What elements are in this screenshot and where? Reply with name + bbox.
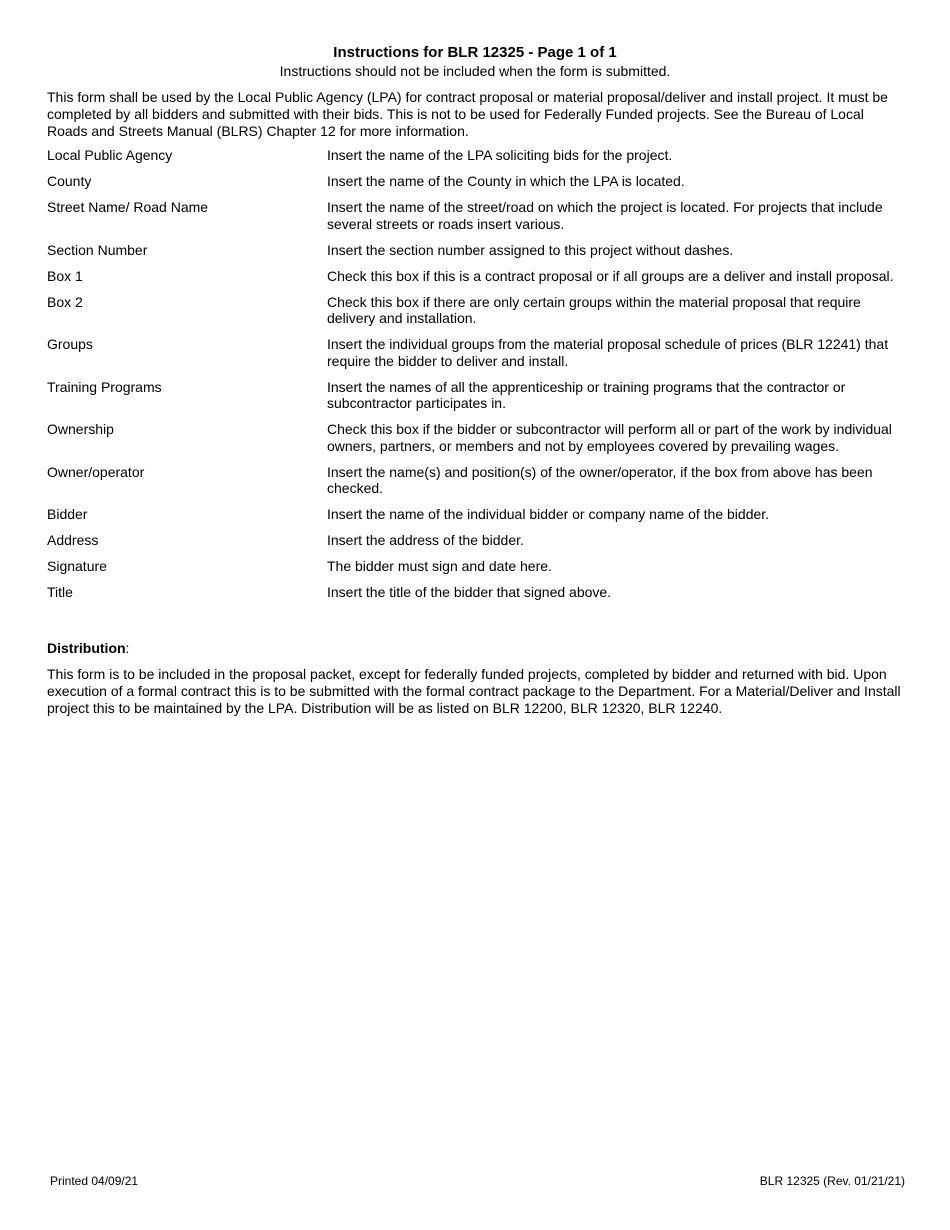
page-subtitle: Instructions should not be included when the form is submitted. (279, 63, 671, 79)
field-row-ownership (47, 421, 907, 454)
page-title: Instructions for BLR 12325 - Page 1 of 1 (333, 44, 617, 61)
field-instructions-list (47, 147, 907, 610)
field-label: Groups (47, 336, 93, 352)
field-row-section-number (47, 242, 907, 259)
field-description: Check this box if there are only certain groups within the material proposal that require delivery and installation. (327, 293, 861, 326)
field-description: Insert the section number assigned to this project without dashes. (327, 241, 734, 258)
form-revision-id: BLR 12325 (Rev. 01/21/21) (759, 1174, 905, 1188)
field-row-box-1 (47, 268, 907, 285)
field-row-signature (47, 558, 907, 575)
field-description: Insert the names of all the apprenticeship or training programs that the contractor or subcontractor participates in. (327, 378, 846, 411)
field-label: County (47, 173, 92, 189)
field-row-title (47, 584, 907, 601)
distribution-paragraph: This form is to be included in the proposal packet, except for federally funded projects, completed by bidder and returned with bid. Upon execution of a formal contract this is to be submitted with the formal contract package to the Department. For a Material/Deliver and Install project this to be maintained by the LPA. Distribution will be as listed on BLR 12200, BLR 12320, BLR 12240. (47, 666, 901, 716)
field-row-local-public-agency (47, 147, 907, 164)
field-description: Insert the name of the street/road on which the project is located. For projects that include several streets or roads insert various. (327, 199, 883, 232)
field-label: Street Name/ Road Name (47, 199, 209, 215)
distribution-heading (47, 640, 129, 657)
field-label: Training Programs (47, 378, 162, 395)
field-label: Signature (47, 558, 107, 574)
field-description: Insert the name(s) and position(s) of the owner/operator, if the box from above has been checked. (327, 463, 873, 496)
field-label: Address (47, 532, 99, 548)
field-label: Local Public Agency (47, 147, 173, 163)
field-row-training-programs (47, 379, 907, 412)
field-label: Section Number (47, 241, 148, 258)
distribution-heading-label: Distribution (47, 640, 126, 656)
field-label: Box 2 (47, 293, 83, 310)
field-description: The bidder must sign and date here. (327, 558, 552, 574)
field-description: Insert the title of the bidder that signed above. (327, 584, 612, 600)
field-row-county (47, 173, 907, 190)
field-label: Ownership (47, 421, 114, 437)
field-label: Box 1 (47, 267, 83, 284)
field-row-bidder (47, 506, 907, 523)
field-row-owner-operator (47, 464, 907, 497)
field-label: Owner/operator (47, 463, 145, 480)
field-description: Check this box if this is a contract proposal or if all groups are a deliver and install proposal. (327, 267, 894, 284)
field-description: Check this box if the bidder or subcontractor will perform all or part of the work by individual owners, partners, or members and not by employees covered by prevailing wages. (327, 421, 892, 454)
field-description: Insert the name of the individual bidder or company name of the bidder. (327, 506, 770, 522)
field-description: Insert the individual groups from the material proposal schedule of prices (BLR 12241) that require the bidder to deliver and install. (327, 336, 889, 369)
field-label: Title (47, 584, 73, 600)
field-row-box-2 (47, 294, 907, 327)
field-description: Insert the name of the LPA soliciting bids for the project. (327, 147, 673, 163)
field-description: Insert the name of the County in which the LPA is located. (327, 173, 685, 189)
field-row-address (47, 532, 907, 549)
field-description: Insert the address of the bidder. (327, 532, 524, 548)
distribution-heading-colon: : (125, 640, 130, 656)
printed-date: Printed 04/09/21 (50, 1174, 139, 1188)
field-label: Bidder (47, 506, 88, 522)
field-row-groups (47, 336, 907, 369)
intro-paragraph: This form shall be used by the Local Public Agency (LPA) for contract proposal or material proposal/deliver and install project. It must be completed by all bidders and submitted with their bids. This is not to be used for Federally Funded projects. See the Bureau of Local Roads and Streets Manual (BLRS) Chapter 12 for more information. (47, 89, 888, 139)
field-row-street-name (47, 199, 907, 232)
